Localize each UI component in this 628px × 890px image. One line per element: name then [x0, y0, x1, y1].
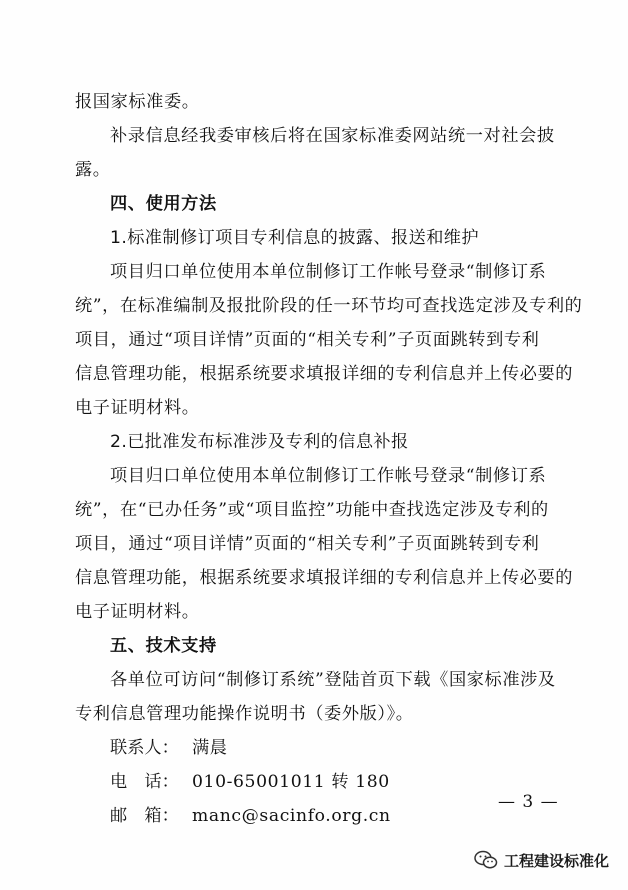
text-line: 各单位可访问“制修订系统”登陆首页下载《国家标准涉及 [110, 670, 556, 690]
contact-person [110, 736, 228, 760]
contact-person-label: 联系人： [110, 738, 179, 758]
contact-phone-label: 电 话： [110, 772, 179, 792]
contact-person-value: 满晨 [192, 738, 228, 758]
wechat-icon [474, 850, 498, 870]
watermark-text: 工程建设标准化 [504, 851, 610, 870]
contact-email-label: 邮 箱： [110, 806, 179, 826]
text-line: 信息管理功能，根据系统要求填报详细的专利信息并上传必要的 [75, 364, 574, 384]
section-heading: 四、使用方法 [110, 194, 217, 214]
watermark [474, 848, 609, 872]
text-line: 电子证明材料。 [75, 602, 200, 622]
subsection-heading: 1.标准制修订项目专利信息的披露、报送和维护 [110, 228, 479, 248]
text-line: 电子证明材料。 [75, 398, 200, 418]
text-line: 项目，通过“项目详情”页面的“相关专利”子页面跳转到专利 [75, 330, 540, 350]
text-line: 露。 [75, 160, 111, 180]
subsection-heading: 2.已批准发布标准涉及专利的信息补报 [110, 432, 409, 452]
page-number: — 3 — [498, 792, 559, 812]
text-line: 项目归口单位使用本单位制修订工作帐号登录“制修订系 [110, 262, 547, 282]
text-line: 补录信息经我委审核后将在国家标准委网站统一对社会披 [110, 126, 555, 146]
contact-phone [110, 770, 390, 794]
section-heading: 五、技术支持 [110, 636, 217, 656]
text-line: 专利信息管理功能操作说明书（委外版）》。 [75, 704, 414, 724]
text-line: 信息管理功能，根据系统要求填报详细的专利信息并上传必要的 [75, 568, 574, 588]
contact-email-value: manc@sacinfo.org.cn [192, 806, 391, 826]
text-line: 统”，在“已办任务”或“项目监控”功能中查找选定涉及专利的 [75, 500, 549, 520]
text-line: 报国家标准委。 [75, 92, 200, 112]
text-line: 项目归口单位使用本单位制修订工作帐号登录“制修订系 [110, 466, 547, 486]
text-line: 项目，通过“项目详情”页面的“相关专利”子页面跳转到专利 [75, 534, 540, 554]
text-line: 统”，在标准编制及报批阶段的任一环节均可查找选定涉及专利的 [75, 296, 583, 316]
contact-phone-value: 010-65001011 转 180 [192, 772, 390, 792]
contact-email [110, 804, 391, 828]
